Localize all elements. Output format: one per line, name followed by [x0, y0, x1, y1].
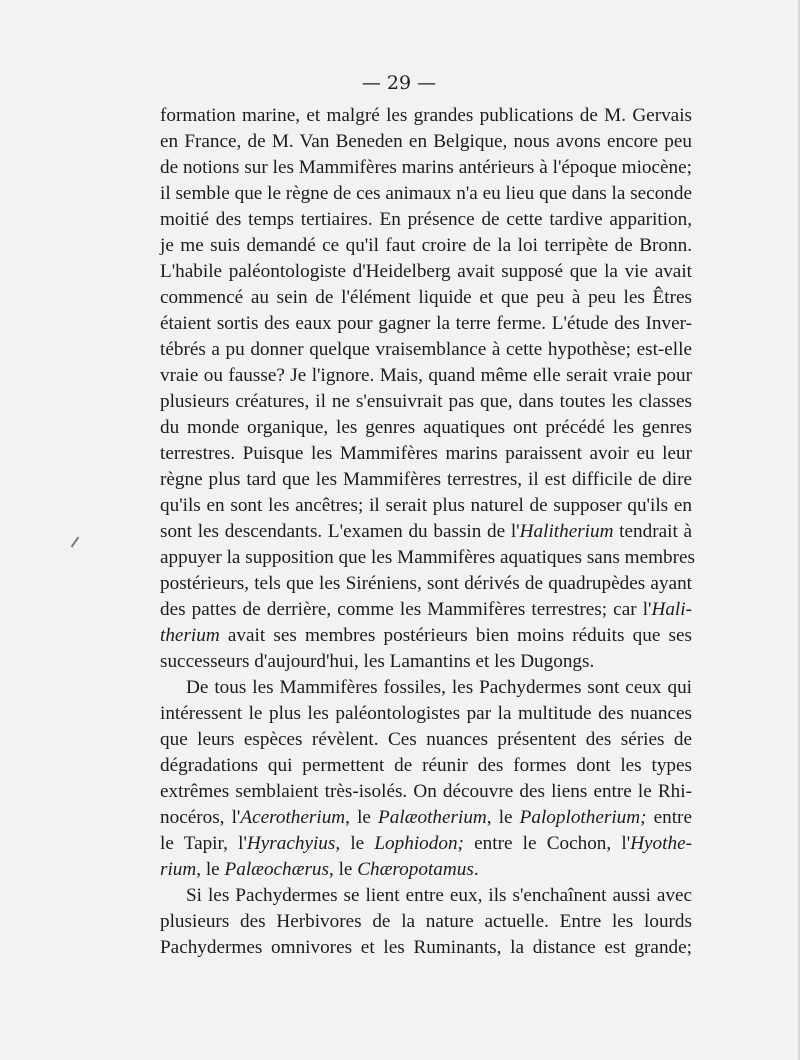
- text-line: formation marine, et malgré les grandes publications de M. Gervais: [160, 105, 692, 126]
- text-line: [160, 597, 692, 623]
- text-line: [160, 805, 692, 831]
- body-text: [160, 103, 695, 961]
- text-line: postérieurs, tels que les Siréniens, sont dérivés de quadrupèdes ayant: [160, 573, 692, 594]
- text-line: De tous les Mammifères fossiles, les Pachydermes sont ceux qui: [186, 677, 692, 698]
- text-line: intéressent le plus les paléontologistes par la multitude des nuances: [160, 703, 692, 724]
- text-line: tébrés a pu donner quelque vraisemblance à cette hypothèse; est-elle: [160, 339, 692, 360]
- text-segment: , le: [328, 859, 358, 880]
- text-line: qu'ils en sont les ancêtres; il serait plus naturel de supposer qu'ils en: [160, 495, 692, 516]
- text-segment: sont les descendants. L'examen du bassin de l': [160, 521, 520, 542]
- text-line: moitié des temps tertiaires. En présence de cette tardive apparition,: [160, 209, 692, 230]
- italic-term: Halitherium: [519, 521, 614, 542]
- text-line: [160, 857, 692, 883]
- text-line: [160, 519, 692, 545]
- text-line: que leurs espèces révèlent. Ces nuances présentent des séries de: [160, 729, 692, 750]
- italic-term: Hyrachyius: [246, 833, 336, 854]
- paragraph-1: [160, 103, 695, 675]
- text-line: [160, 831, 692, 857]
- italic-term: Hali-: [651, 599, 692, 620]
- text-segment: .: [473, 859, 479, 880]
- text-segment: le Tapir, l': [160, 833, 247, 854]
- text-line: plusieurs des Herbivores de la nature actuelle. Entre les lourds: [160, 911, 692, 932]
- italic-term: therium: [160, 625, 220, 646]
- text-line: appuyer la supposition que les Mammifères aquatiques sans membres: [160, 547, 695, 568]
- italic-term: Acerotherium: [240, 807, 346, 828]
- text-segment: avait ses membres postérieurs bien moins réduits que ses: [219, 625, 692, 646]
- text-line: extrêmes semblaient très-isolés. On découvre des liens entre le Rhi-: [160, 781, 692, 802]
- italic-term: Hyothe-: [630, 833, 692, 854]
- text-line: successeurs d'aujourd'hui, les Lamantins et les Dugongs.: [160, 651, 595, 672]
- text-line: dégradations qui permettent de réunir des formes dont les types: [160, 755, 692, 776]
- italic-term: Chæropotamus: [357, 859, 474, 880]
- text-segment: entre: [646, 807, 692, 828]
- margin-mark: [71, 537, 80, 548]
- text-line: Si les Pachydermes se lient entre eux, ils s'enchaînent aussi avec: [186, 885, 692, 906]
- text-segment: , le: [335, 833, 375, 854]
- text-line: je me suis demandé ce qu'il faut croire de la loi terripète de Bronn.: [160, 235, 692, 256]
- text-line: il semble que le règne de ces animaux n'a eu lieu que dans la seconde: [160, 183, 692, 204]
- italic-term: Palæochærus: [224, 859, 329, 880]
- text-segment: , le: [345, 807, 379, 828]
- text-line: terrestres. Puisque les Mammifères marins paraissent avoir eu leur: [160, 443, 692, 464]
- italic-term: Lophiodon;: [374, 833, 464, 854]
- text-segment: nocéros, l': [160, 807, 241, 828]
- text-line: vraie ou fausse? Je l'ignore. Mais, quand même elle serait vraie pour: [160, 365, 692, 386]
- text-segment: , le: [196, 859, 225, 880]
- page-number: — 29 —: [361, 72, 437, 94]
- text-line: en France, de M. Van Beneden en Belgique, nous avons encore peu: [160, 131, 692, 152]
- text-line: du monde organique, les genres aquatiques ont précédé les genres: [160, 417, 692, 438]
- text-line: étaient sortis des eaux pour gagner la terre ferme. L'étude des Inver-: [160, 313, 692, 334]
- paragraph-3: [160, 883, 692, 961]
- text-line: [160, 623, 692, 649]
- text-line: plusieurs créatures, il ne s'ensuivrait pas que, dans toutes les classes: [160, 391, 692, 412]
- text-line: règne plus tard que les Mammifères terrestres, il est difficile de dire: [160, 469, 692, 490]
- text-segment: , le: [486, 807, 520, 828]
- text-line: Pachydermes omnivores et les Ruminants, la distance est grande;: [160, 937, 692, 958]
- text-segment: tendrait à: [613, 521, 693, 542]
- text-segment: des pattes de derrière, comme les Mammifères terrestres; car l': [160, 599, 652, 620]
- italic-term: Palæotherium: [378, 807, 487, 828]
- paragraph-2: [160, 675, 692, 883]
- italic-term: Paloplotherium;: [519, 807, 647, 828]
- text-line: de notions sur les Mammifères marins antérieurs à l'époque miocène;: [160, 157, 692, 178]
- text-line: commencé au sein de l'élément liquide et que peu à peu les Êtres: [160, 287, 692, 308]
- text-line: L'habile paléontologiste d'Heidelberg avait supposé que la vie avait: [160, 261, 692, 282]
- italic-term: rium: [160, 859, 197, 880]
- text-segment: entre le Cochon, l': [463, 833, 631, 854]
